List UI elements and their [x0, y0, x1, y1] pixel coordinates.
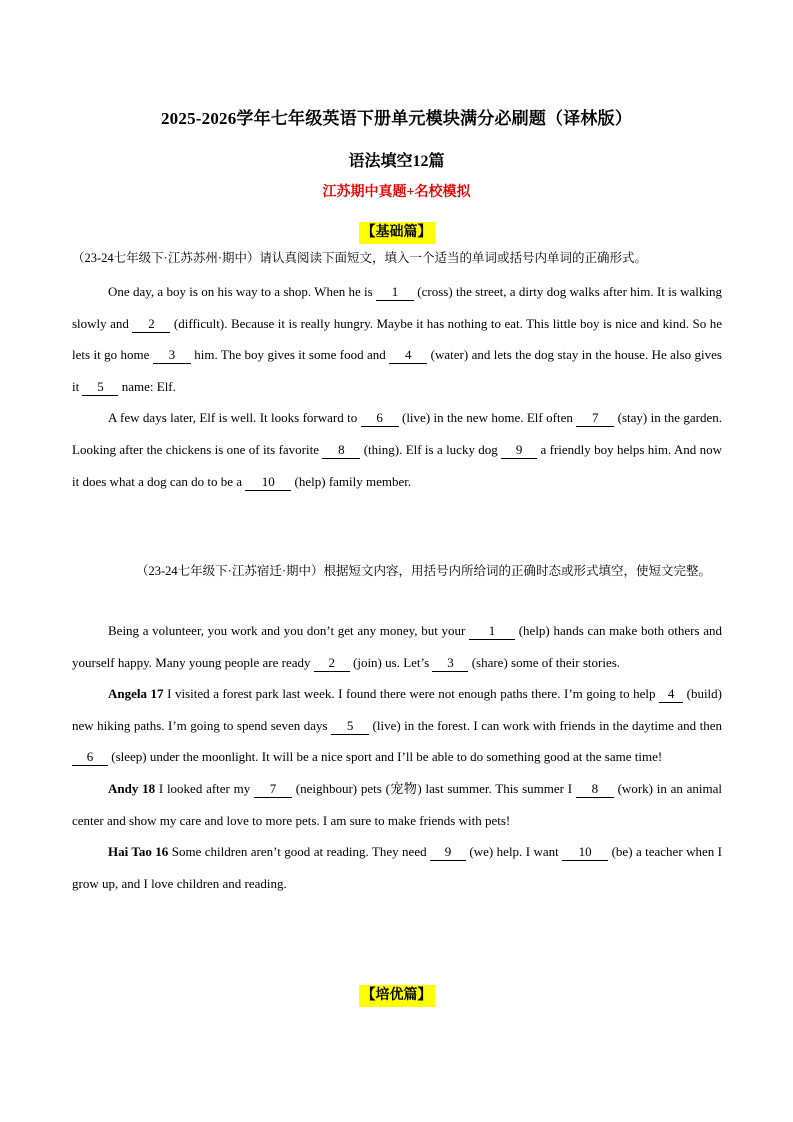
blank-3: 3 [153, 347, 191, 364]
speaker-name: Hai Tao 16 [108, 844, 169, 860]
section-basic-header [0, 222, 793, 244]
section-advanced-header [0, 985, 793, 1007]
source-tagline: 江苏期中真题+名校模拟 [322, 185, 471, 200]
document-title: 2025-2026学年七年级英语下册单元模块满分必刷题（译林版） [160, 109, 633, 128]
speaker-name: Angela 17 [108, 686, 164, 702]
blank-1: 1 [469, 623, 515, 640]
blank-2: 2 [132, 316, 170, 333]
passage2-paragraph1: Being a volunteer, you work and you don’t get any money, but your 1 (help) hands can make both others and yourself happy. Many young people are ready 2 (join) us. Let’s 3 (share) some of their stories. [72, 623, 723, 670]
passage1-paragraph1: One day, a boy is on his way to a shop. When he is 1 (cross) the street, a dirty dog walks after him. It is walking slowly and 2 (difficult). Because it is really hungry. Maybe it has nothing to eat. This little boy is nice and kind. So he lets it go home 3 him. The boy gives it some food and 4 (water) and lets the dog stay in the house. He also gives it 5 name: Elf. [72, 284, 723, 394]
blank-1: 1 [376, 284, 414, 301]
blank-9: 9 [430, 844, 466, 861]
passage1-source: （23-24七年级下·江苏苏州·期中）请认真阅读下面短文，填入一个适当的单词或括号内单词的正确形式。 [72, 251, 647, 265]
blank-4: 4 [389, 347, 427, 364]
passage2-paragraph-angela: Angela 17 I visited a forest park last week. I found there were not enough paths there. I’m going to help 4 (build) new hiking paths. I’m going to spend seven days 5 (live) in the forest. I can work with friends in the daytime and then 6 (sleep) under the moonlight. It will be a nice sport and I’ll be able to do something good at the same time! [72, 686, 722, 765]
section-basic-label: 【基础篇】 [359, 222, 435, 244]
blank-3: 3 [432, 655, 468, 672]
blank-7: 7 [576, 410, 614, 427]
section-advanced-label: 【培优篇】 [359, 985, 435, 1007]
blank-10: 10 [245, 474, 291, 491]
passage1-paragraph2: A few days later, Elf is well. It looks forward to 6 (live) in the new home. Elf often 7 (stay) in the garden. Looking after the chickens is one of its favorite 8 (thing). Elf is a lucky dog 9 a friendly boy helps him. And now it does what a dog can do to be a 10 (help) family member. [72, 410, 723, 489]
blank-10: 10 [562, 844, 608, 861]
blank-5: 5 [82, 379, 118, 396]
speaker-name: Andy 18 [108, 780, 156, 796]
passage2-source: （23-24七年级下·江苏宿迁·期中）根据短文内容，用括号内所给词的正确时态或形式填空，使短文完整。 [136, 564, 712, 578]
blank-4: 4 [659, 686, 683, 703]
passage2-paragraph-haitao: Hai Tao 16 Some children aren’t good at reading. They need 9 (we) help. I want 10 (be) a teacher when I grow up, and I love children and reading. [72, 844, 722, 891]
blank-6: 6 [72, 749, 108, 766]
document-subtitle: 语法填空12篇 [348, 153, 445, 170]
blank-8: 8 [576, 781, 614, 798]
passage2 [72, 615, 722, 899]
blank-8: 8 [322, 442, 360, 459]
blank-7: 7 [254, 781, 292, 798]
blank-9: 9 [501, 442, 537, 459]
blank-6: 6 [361, 410, 399, 427]
blank-2: 2 [314, 655, 350, 672]
passage2-paragraph-andy: Andy 18 I looked after my 7 (neighbour) pets (宠物) last summer. This summer I 8 (work) in an animal center and show my care and love to more pets. I am sure to make friends with pets! [72, 780, 722, 828]
passage1 [72, 276, 722, 497]
blank-5: 5 [331, 718, 369, 735]
